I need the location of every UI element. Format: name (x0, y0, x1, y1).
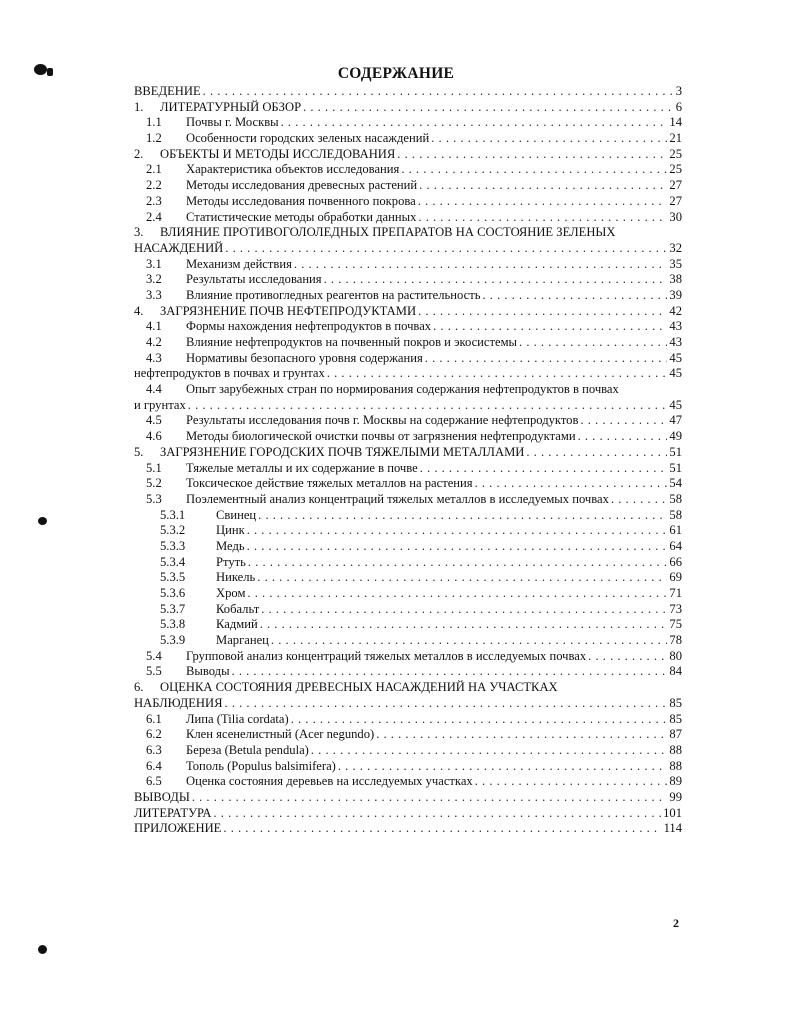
toc-entry-number: 2.1 (146, 162, 162, 177)
toc-entry (134, 790, 682, 806)
toc-entry-page: 38 (669, 272, 682, 287)
page-number: 2 (673, 916, 679, 930)
dot-leader (578, 429, 668, 445)
toc-entry-title: Статистические методы обработки данных (186, 209, 417, 224)
toc-entry-title: ЗАГРЯЗНЕНИЕ ГОРОДСКИХ ПОЧВ ТЯЖЕЛЫМИ МЕТАЛЛАМИ (160, 444, 525, 459)
toc-entry-title: Методы исследования почвенного покрова (186, 193, 416, 208)
toc-entry-number: 1. (134, 99, 144, 114)
toc-entry-page: 47 (669, 413, 682, 428)
dot-leader (214, 806, 662, 822)
dot-leader (271, 633, 667, 649)
dot-leader (248, 555, 668, 571)
toc-entry-page: 43 (669, 335, 682, 349)
dot-leader (257, 570, 667, 586)
toc-entry-number: 5.1 (146, 460, 162, 475)
dot-leader (291, 712, 668, 728)
toc-entry-page: 89 (669, 774, 682, 789)
toc-entry-title: Методы биологической очистки почвы от загрязнения нефтепродуктами (186, 429, 576, 444)
toc-entry-title: ЗАГРЯЗНЕНИЕ ПОЧВ НЕФТЕПРОДУКТАМИ (160, 303, 417, 318)
toc-entry-number: 5.3.6 (160, 586, 186, 600)
toc-entry (134, 476, 682, 492)
dot-leader (401, 162, 667, 178)
toc-entry-title: Липа (Tilia cordata) (186, 711, 289, 726)
toc-entry-page: 35 (669, 256, 682, 271)
toc-entry-page: 3 (675, 84, 682, 98)
toc-entry-number: 3.1 (146, 256, 162, 271)
dot-leader (376, 727, 667, 743)
toc-entry-number: 3.2 (146, 272, 162, 287)
toc-entry-title: Ртуть (216, 554, 246, 569)
toc-entry-page: 6 (675, 99, 682, 114)
toc-entry-page: 25 (669, 146, 682, 161)
toc-entry-page: 54 (669, 476, 682, 491)
toc-entry-page: 88 (669, 758, 682, 773)
toc-entry-page: 84 (669, 664, 682, 679)
toc-entry-title: Никель (216, 570, 256, 585)
toc-entry (134, 759, 682, 775)
toc-entry-page: 51 (669, 444, 682, 459)
toc-entry-number: 5.3.3 (160, 538, 186, 553)
toc-entry (134, 272, 682, 288)
toc-entry-page: 114 (663, 821, 682, 836)
toc-entry (134, 178, 682, 194)
toc-entry-number: 6. (134, 680, 144, 695)
toc-entry (134, 147, 682, 163)
toc-entry-title: ВВЕДЕНИЕ (134, 84, 201, 98)
toc-entry (134, 806, 682, 822)
dot-leader (431, 131, 667, 147)
toc-entry-number: 4.4 (146, 382, 162, 397)
toc-entry-title: и грунтах (134, 397, 186, 412)
toc-entry-title: Формы нахождения нефтепродуктов в почвах (186, 319, 432, 334)
toc-entry-number: 4.3 (146, 350, 162, 365)
toc-entry-title: ВЛИЯНИЕ ПРОТИВОГОЛОЛЕДНЫХ ПРЕПАРАТОВ НА СОСТОЯНИЕ ЗЕЛЕНЫХ (160, 225, 616, 240)
toc-entry-page: 87 (669, 727, 682, 742)
toc-entry-title: Кобальт (216, 601, 260, 616)
toc-entry (134, 194, 682, 210)
dot-leader (397, 147, 667, 163)
toc-entry-title: Почвы г. Москвы (186, 115, 279, 130)
toc-entry-number: 6.5 (146, 774, 162, 789)
toc-entry-page: 39 (669, 287, 682, 302)
toc-entry-title: Береза (Betula pendula) (186, 742, 309, 757)
toc-entry-page: 71 (669, 586, 682, 600)
toc-entry-number: 3.3 (146, 287, 162, 302)
toc-entry (134, 633, 682, 649)
toc-entry-number: 2. (134, 146, 144, 161)
dot-leader (247, 523, 668, 539)
toc-entry-number: 6.4 (146, 758, 162, 773)
toc-entry (134, 351, 682, 367)
toc-entry-number: 4. (134, 303, 144, 318)
toc-entry (134, 210, 682, 226)
toc-entry-page: 45 (669, 366, 682, 381)
dot-leader (247, 586, 667, 602)
toc-entry-page: 27 (669, 178, 682, 193)
dot-leader (258, 508, 667, 524)
toc-entry-continuation (134, 366, 682, 382)
dot-leader (338, 759, 668, 775)
toc-entry (134, 539, 682, 555)
toc-entry-title: ВЫВОДЫ (134, 789, 190, 804)
toc-entry (134, 319, 682, 335)
toc-entry (134, 664, 682, 680)
toc-entry-title: Поэлементный анализ концентраций тяжелых металлов в исследуемых почвах (186, 491, 609, 506)
toc-entry-number: 5.4 (146, 648, 162, 663)
toc-entry-page: 66 (669, 554, 682, 569)
toc-entry-title: Нормативы безопасного уровня содержания (186, 350, 423, 365)
toc-entry-title: Механизм действия (186, 256, 292, 271)
toc-entry (134, 492, 682, 508)
toc-entry-title: ЛИТЕРАТУРА (134, 805, 212, 820)
toc-entry-title: НАБЛЮДЕНИЯ (134, 695, 223, 710)
toc-entry-title: Групповой анализ концентраций тяжелых металлов в исследуемых почвах (186, 648, 587, 663)
toc-entry-number: 1.2 (146, 131, 162, 146)
toc-entry (134, 602, 682, 618)
toc-entry-number: 6.3 (146, 742, 162, 757)
toc-entry-page: 25 (669, 162, 682, 177)
dot-leader (311, 743, 668, 759)
toc-entry-title: Влияние нефтепродуктов на почвенный покров и экосистемы (186, 335, 518, 349)
toc-entry (134, 288, 682, 304)
toc-entry (134, 100, 682, 116)
dot-leader (261, 602, 667, 618)
toc-entry-page: 80 (669, 648, 682, 663)
dot-leader (482, 288, 667, 304)
toc-entry-page: 32 (669, 240, 682, 255)
toc-entry (134, 461, 682, 477)
toc-entry-page: 75 (669, 617, 682, 632)
toc-entry (134, 335, 682, 351)
dot-leader (223, 821, 661, 837)
toc-entry-title: Характеристика объектов исследования (186, 162, 400, 177)
dot-leader (232, 664, 668, 680)
toc-entry-title: Медь (216, 538, 245, 553)
toc-entry-number: 4.2 (146, 335, 162, 349)
dot-leader (418, 210, 667, 226)
toc-entry-title: Тополь (Populus balsimifera) (186, 758, 336, 773)
toc-entry (134, 508, 682, 524)
toc-entry (134, 257, 682, 273)
toc-entry-number: 5.3.1 (160, 507, 186, 522)
toc-entry-title: Выводы (186, 664, 230, 679)
toc-entry-number: 5.3.2 (160, 523, 186, 538)
toc-entry (134, 162, 682, 178)
dot-leader (303, 100, 674, 116)
toc-entry (134, 617, 682, 633)
toc-entry (134, 115, 682, 131)
toc-entry (134, 84, 682, 100)
toc-entry (134, 821, 682, 837)
toc-entry-number: 5.2 (146, 476, 162, 491)
toc-entry (134, 743, 682, 759)
toc-entry-page: 45 (669, 350, 682, 365)
toc-entry-page: 78 (669, 633, 682, 648)
dot-leader (188, 398, 668, 414)
toc-entry-title: Опыт зарубежных стран по нормирования содержания нефтепродуктов в почвах (186, 382, 619, 397)
toc-entry (134, 680, 682, 696)
toc-entry-title: Результаты исследования почв г. Москвы на содержание нефтепродуктов (186, 413, 579, 428)
dot-leader (203, 84, 674, 100)
toc-entry-title: Свинец (216, 507, 257, 522)
punch-hole-mark (38, 517, 47, 525)
toc-entry-number: 5.3.9 (160, 633, 186, 648)
page-title: СОДЕРЖАНИЕ (337, 65, 455, 82)
toc-entry (134, 445, 682, 461)
toc-entry-title: Токсическое действие тяжелых металлов на растения (186, 476, 473, 491)
toc-entry-number: 2.3 (146, 193, 162, 208)
dot-leader (324, 272, 668, 288)
toc-entry-number: 5.5 (146, 664, 162, 679)
dot-leader (225, 241, 667, 257)
dot-leader (425, 351, 668, 367)
toc-entry-number: 5.3.7 (160, 601, 186, 616)
toc-entry-page: 49 (669, 429, 682, 444)
toc-entry-continuation (134, 696, 682, 712)
dot-leader (281, 115, 668, 131)
toc-entry-page: 88 (669, 742, 682, 757)
toc-entry-number: 5.3.5 (160, 570, 186, 585)
toc-entry (134, 382, 682, 398)
toc-entry-title: Цинк (216, 523, 245, 538)
toc-entry-page: 85 (669, 711, 682, 726)
toc-entry-title: НАСАЖДЕНИЙ (134, 240, 224, 255)
toc-entry-title: Методы исследования древесных растений (186, 178, 418, 193)
toc-entry (134, 413, 682, 429)
toc-entry-number: 5.3.4 (160, 554, 186, 569)
toc-entry-title: Особенности городских зеленых насаждений (186, 131, 430, 146)
toc-entry-page: 42 (669, 303, 682, 318)
dot-leader (420, 461, 668, 477)
dot-leader (225, 696, 668, 712)
toc-entry-page: 30 (669, 209, 682, 224)
toc-entry-page: 99 (669, 789, 682, 804)
toc-entry-title: Оценка состояния деревьев на исследуемых участках (186, 774, 473, 789)
toc-entry-title: ОБЪЕКТЫ И МЕТОДЫ ИССЛЕДОВАНИЯ (160, 146, 396, 161)
dot-leader (526, 445, 667, 461)
dot-leader (260, 617, 668, 633)
toc-entry-page: 69 (669, 570, 682, 585)
dot-leader (418, 194, 668, 210)
toc-entry-page: 64 (669, 538, 682, 553)
toc-entry-number: 5.3.8 (160, 617, 186, 632)
toc-entry-page: 51 (669, 460, 682, 475)
toc-entry-title: Марганец (216, 633, 269, 648)
toc-entry (134, 570, 682, 586)
toc-entry-continuation (134, 398, 682, 414)
toc-entry-page: 73 (669, 601, 682, 616)
toc-entry (134, 555, 682, 571)
toc-entry-page: 61 (669, 523, 682, 538)
toc-entry-number: 4.5 (146, 413, 162, 428)
toc-entry-number: 6.2 (146, 727, 162, 742)
toc-entry (134, 523, 682, 539)
toc-entry-title: Кадмий (216, 617, 258, 632)
toc-entry-title: ОЦЕНКА СОСТОЯНИЯ ДРЕВЕСНЫХ НАСАЖДЕНИЙ НА УЧАСТКАХ (160, 680, 558, 695)
dot-leader (475, 476, 668, 492)
toc-entry-page: 27 (669, 193, 682, 208)
toc-entry-page: 45 (669, 397, 682, 412)
toc-entry (134, 429, 682, 445)
dot-leader (419, 178, 667, 194)
dot-leader (580, 413, 667, 429)
toc-entry-title: Тяжелые металлы и их содержание в почве (186, 460, 418, 475)
toc-entry-title: Влияние противогледных реагентов на растительность (186, 287, 481, 302)
toc-entry (134, 586, 682, 602)
toc-entry (134, 225, 682, 241)
toc-entry-number: 1.1 (146, 115, 162, 130)
dot-leader (433, 319, 667, 335)
toc-entry-page: 43 (669, 319, 682, 334)
dot-leader (418, 304, 667, 320)
dot-leader (294, 257, 668, 273)
toc-entry-page: 14 (669, 115, 682, 130)
toc-entry-title: Хром (216, 586, 246, 600)
toc-entry (134, 774, 682, 790)
toc-entry-number: 4.6 (146, 429, 162, 444)
toc-entry-number: 3. (134, 225, 144, 240)
dot-leader (192, 790, 668, 806)
dot-leader (327, 366, 668, 382)
punch-hole-mark (38, 945, 47, 954)
toc-entry-continuation (134, 241, 682, 257)
toc-entry-title: ЛИТЕРАТУРНЫЙ ОБЗОР (160, 99, 302, 114)
dot-leader (611, 492, 667, 508)
toc-entry (134, 304, 682, 320)
toc-entry-number: 2.2 (146, 178, 162, 193)
table-of-contents (134, 84, 682, 837)
toc-entry-number: 2.4 (146, 209, 162, 224)
toc-entry-title: нефтепродуктов в почвах и грунтах (134, 366, 325, 381)
dot-leader (247, 539, 668, 555)
toc-entry-number: 5.3 (146, 491, 162, 506)
toc-entry-title: ПРИЛОЖЕНИЕ (134, 821, 222, 836)
dot-leader (519, 335, 667, 351)
toc-entry-page: 58 (669, 491, 682, 506)
toc-entry (134, 131, 682, 147)
toc-entry-title: Результаты исследования (186, 272, 322, 287)
toc-entry-page: 101 (663, 805, 682, 820)
toc-entry (134, 649, 682, 665)
toc-entry (134, 727, 682, 743)
toc-entry-page: 58 (669, 507, 682, 522)
toc-entry-title: Клен ясенелистный (Acer negundo) (186, 727, 375, 742)
toc-entry-page: 21 (669, 131, 682, 146)
toc-entry-number: 5. (134, 444, 144, 459)
toc-entry-number: 6.1 (146, 711, 162, 726)
dot-leader (475, 774, 668, 790)
toc-entry-page: 85 (669, 695, 682, 710)
toc-entry (134, 712, 682, 728)
dot-leader (588, 649, 667, 665)
toc-entry-number: 4.1 (146, 319, 162, 334)
